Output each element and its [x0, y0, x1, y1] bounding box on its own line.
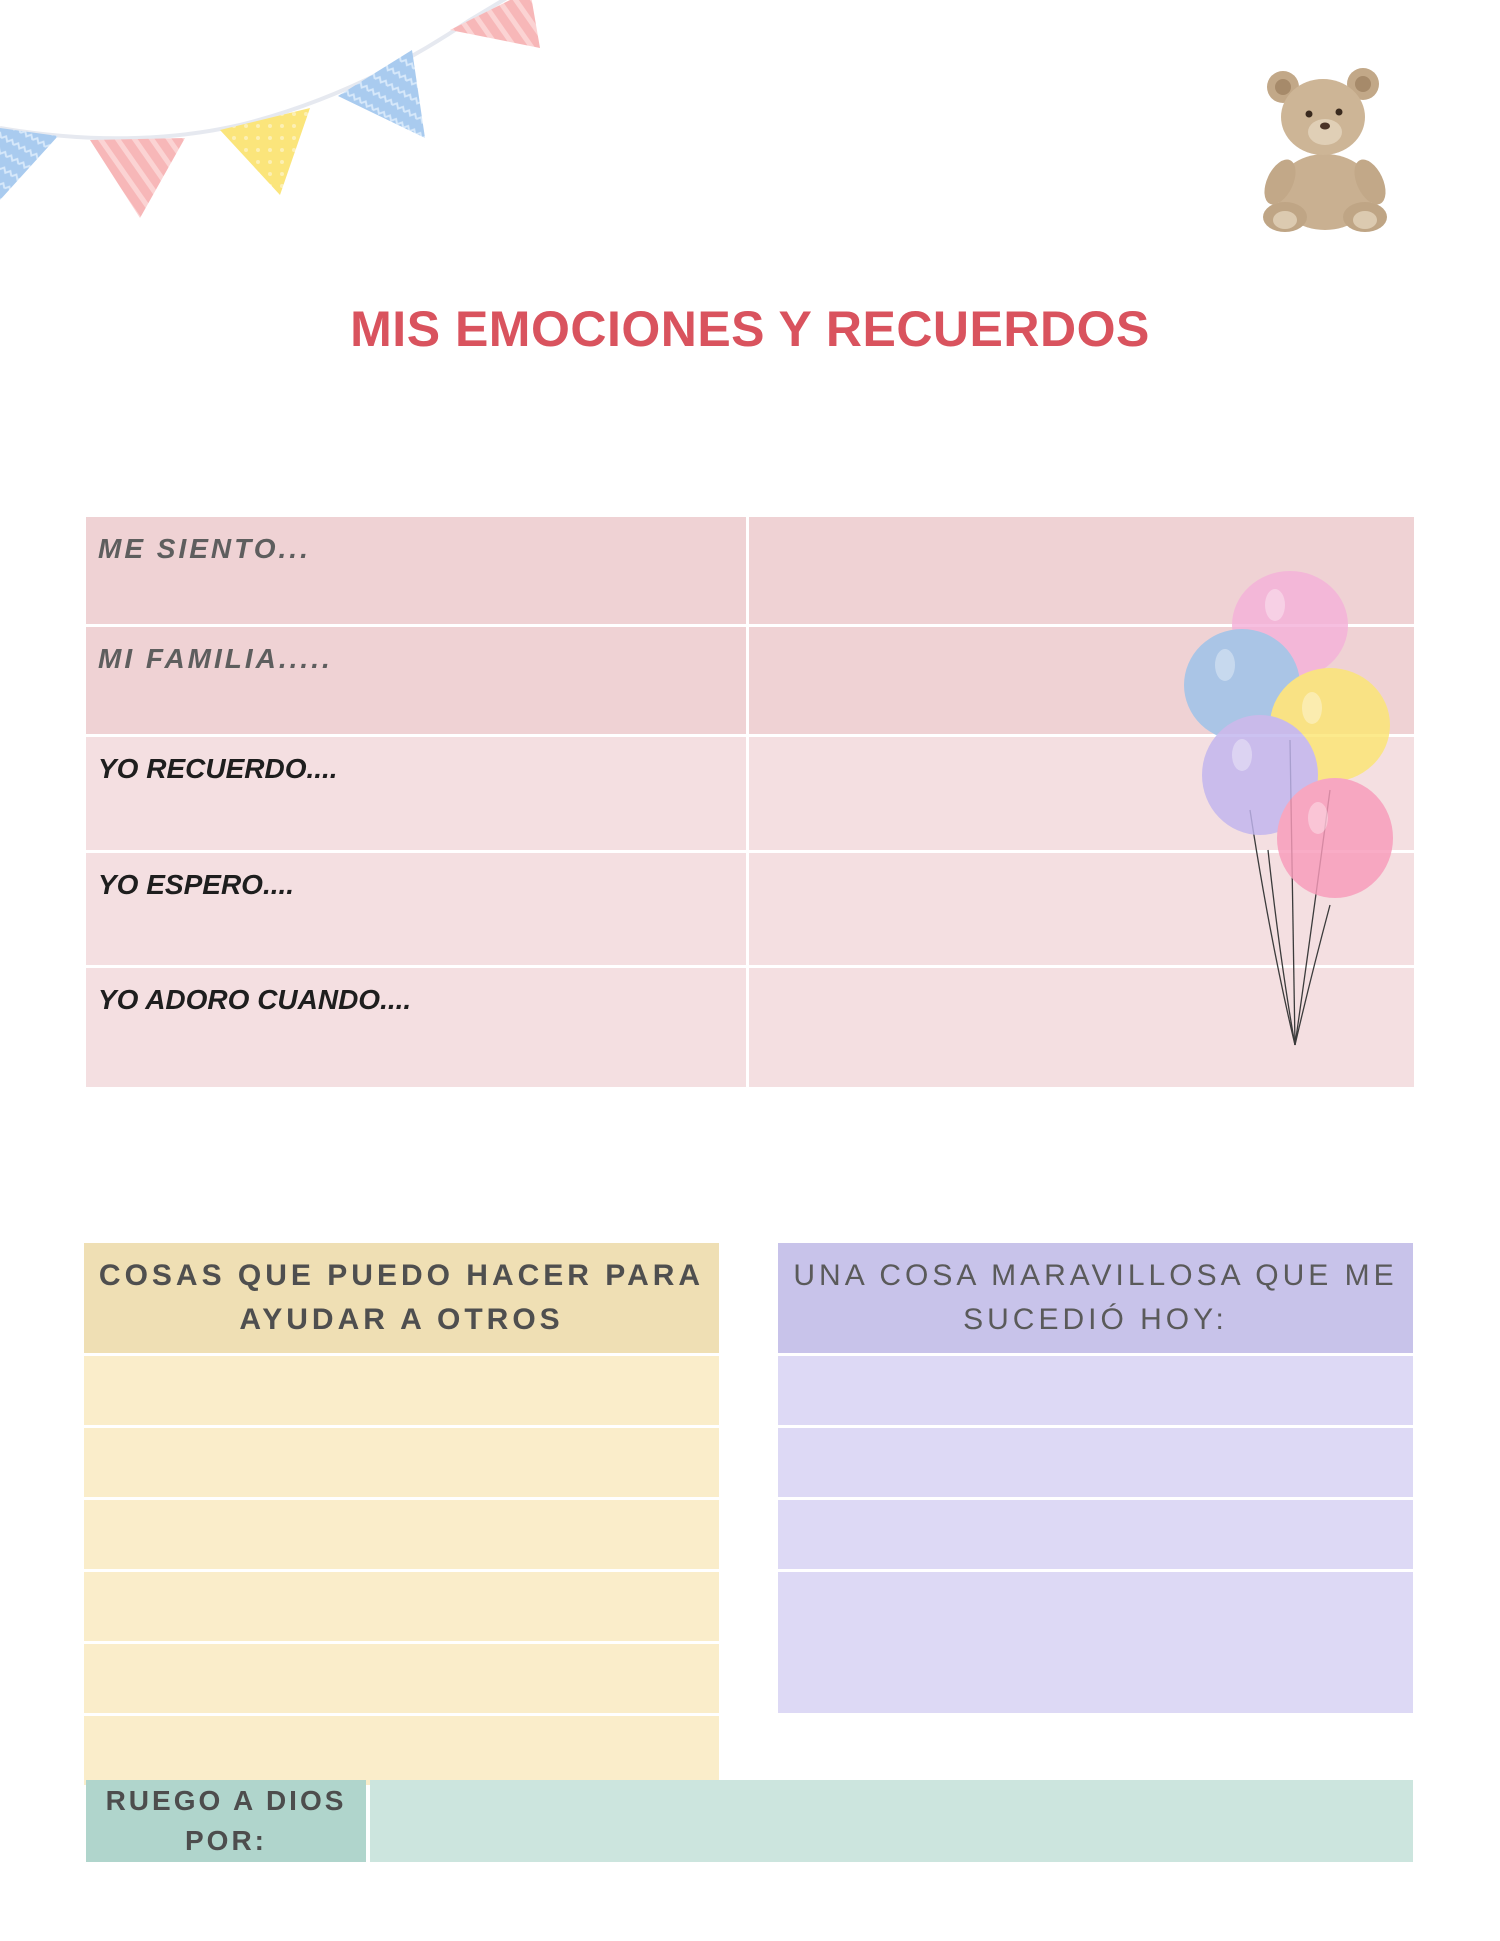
prayer-label: [86, 1780, 366, 1862]
help-others-heading-line2: AYUDAR A OTROS: [239, 1303, 564, 1336]
wonderful-thing-line[interactable]: [778, 1353, 1413, 1425]
wonderful-thing-heading: [778, 1243, 1413, 1353]
wonderful-thing-heading-line1: UNA COSA MARAVILLOSA QUE ME: [793, 1259, 1398, 1292]
page-title: MIS EMOCIONES Y RECUERDOS: [350, 301, 1150, 357]
help-others-line[interactable]: [84, 1497, 719, 1569]
wonderful-thing-box: [778, 1243, 1413, 1713]
emotion-label-yo-recuerdo: YO RECUERDO....: [98, 753, 338, 784]
bunting-banner: [0, 0, 560, 240]
teddy-bear-image: [1245, 62, 1405, 237]
emotion-label-mi-familia: MI FAMILIA.....: [98, 643, 333, 674]
emotion-label-yo-adoro-cuando: YO ADORO CUANDO....: [98, 984, 412, 1015]
balloons-illustration: [1180, 560, 1420, 1060]
wonderful-thing-line[interactable]: [778, 1569, 1413, 1713]
emotion-label-me-siento: ME SIENTO...: [98, 533, 311, 564]
help-others-heading-line1: COSAS QUE PUEDO HACER PARA: [98, 1259, 705, 1292]
prayer-label-line2: POR:: [185, 1825, 267, 1856]
wonderful-thing-heading-line2: SUCEDIÓ HOY:: [963, 1303, 1228, 1336]
prayer-answer-field[interactable]: [370, 1780, 1413, 1862]
help-others-line[interactable]: [84, 1641, 719, 1713]
emotion-label-cell: [86, 853, 749, 968]
emotion-label-cell: [86, 968, 749, 1087]
wonderful-thing-line[interactable]: [778, 1425, 1413, 1497]
emotion-label-yo-espero: YO ESPERO....: [98, 869, 295, 900]
help-others-line[interactable]: [84, 1569, 719, 1641]
emotion-label-cell: [86, 517, 749, 627]
wonderful-thing-line[interactable]: [778, 1497, 1413, 1569]
prayer-label-line1: RUEGO A DIOS: [105, 1785, 347, 1816]
help-others-line[interactable]: [84, 1425, 719, 1497]
help-others-box: [84, 1243, 719, 1785]
help-others-line[interactable]: [84, 1353, 719, 1425]
help-others-line[interactable]: [84, 1713, 719, 1785]
emotion-label-cell: [86, 737, 749, 853]
help-others-heading: [84, 1243, 719, 1353]
emotion-label-cell: [86, 627, 749, 737]
